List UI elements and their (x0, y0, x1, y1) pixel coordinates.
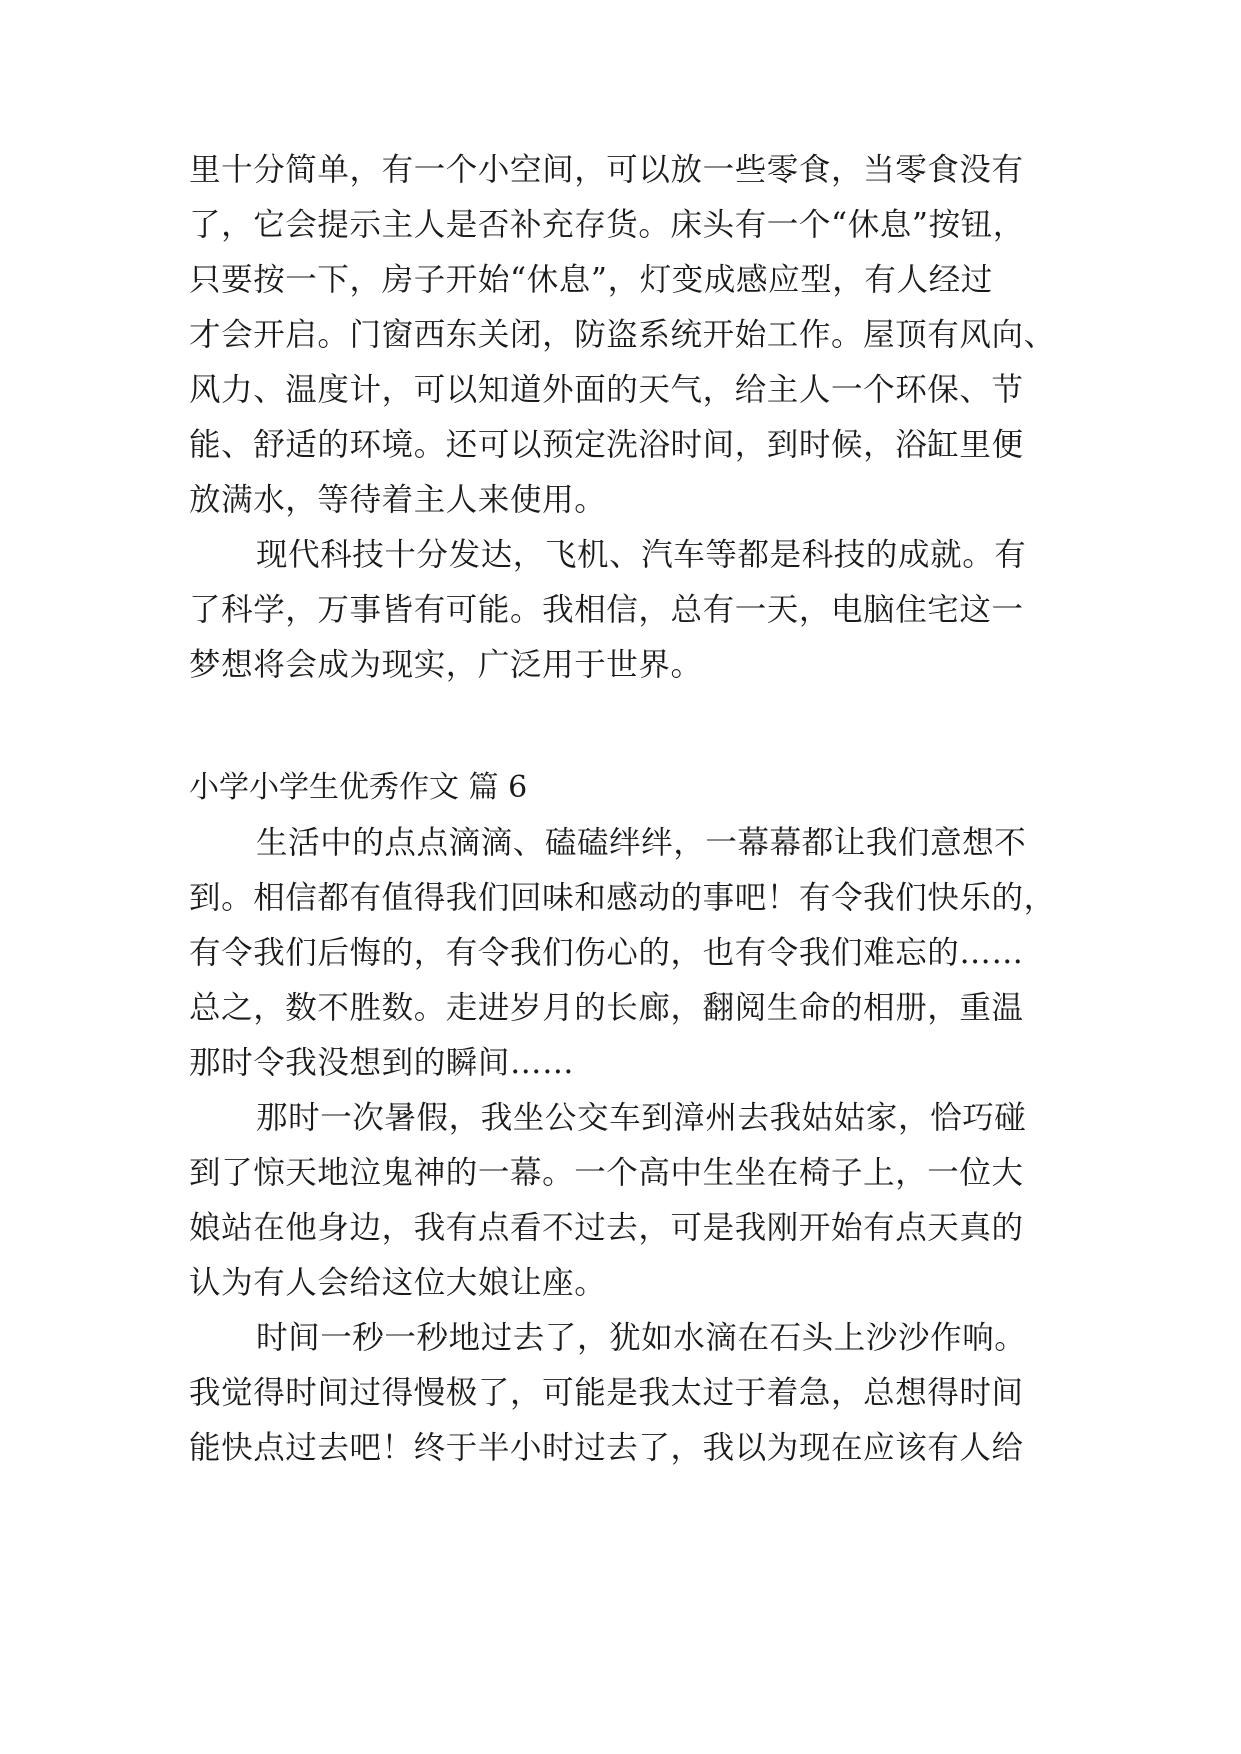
text-line: 风力、温度计，可以知道外面的天气，给主人一个环保、节 (189, 372, 1024, 408)
text-line: 那时一次暑假，我坐公交车到漳州去我姑姑家，恰巧碰 (256, 1100, 1027, 1136)
text-line: 总之，数不胜数。走进岁月的长廊，翻阅生命的相册，重温 (189, 990, 1024, 1026)
text-line: 生活中的点点滴滴、磕磕绊绊，一幕幕都让我们意想不 (256, 825, 1027, 861)
text-line: 那时令我没想到的瞬间…… (189, 1045, 575, 1081)
text-line: 现代科技十分发达，飞机、汽车等都是科技的成就。有 (256, 537, 1027, 573)
text-line: 了，它会提示主人是否补充存货。床头有一个“休息”按钮， (189, 207, 1025, 243)
text-line: 能快点过去吧！终于半小时过去了，我以为现在应该有人给 (189, 1430, 1024, 1466)
text-line: 里十分简单，有一个小空间，可以放一些零食，当零食没有 (189, 152, 1024, 188)
text-line: 梦想将会成为现实，广泛用于世界。 (189, 647, 703, 683)
text-line: 了科学，万事皆有可能。我相信，总有一天，电脑住宅这一 (189, 592, 1024, 628)
text-line: 能、舒适的环境。还可以预定洗浴时间，到时候，浴缸里便 (189, 427, 1024, 463)
text-line: 娘站在他身边，我有点看不过去，可是我刚开始有点天真的 (189, 1210, 1024, 1246)
text-line: 才会开启。门窗西东关闭，防盗系统开始工作。屋顶有风向、 (189, 317, 1056, 353)
text-line: 到了惊天地泣鬼神的一幕。一个高中生坐在椅子上，一位大 (189, 1155, 1024, 1191)
text-line: 到。相信都有值得我们回味和感动的事吧！有令我们快乐的， (189, 880, 1056, 916)
text-line: 有令我们后悔的，有令我们伤心的，也有令我们难忘的…… (189, 935, 1024, 971)
section-heading: 小学小学生优秀作文 篇 6 (189, 770, 528, 805)
text-line: 认为有人会给这位大娘让座。 (189, 1265, 607, 1301)
text-line: 我觉得时间过得慢极了，可能是我太过于着急，总想得时间 (189, 1375, 1024, 1411)
text-line: 时间一秒一秒地过去了，犹如水滴在石头上沙沙作响。 (256, 1320, 1027, 1356)
text-line: 只要按一下，房子开始“休息”，灯变成感应型，有人经过 (189, 262, 993, 298)
text-line: 放满水，等待着主人来使用。 (189, 482, 607, 518)
